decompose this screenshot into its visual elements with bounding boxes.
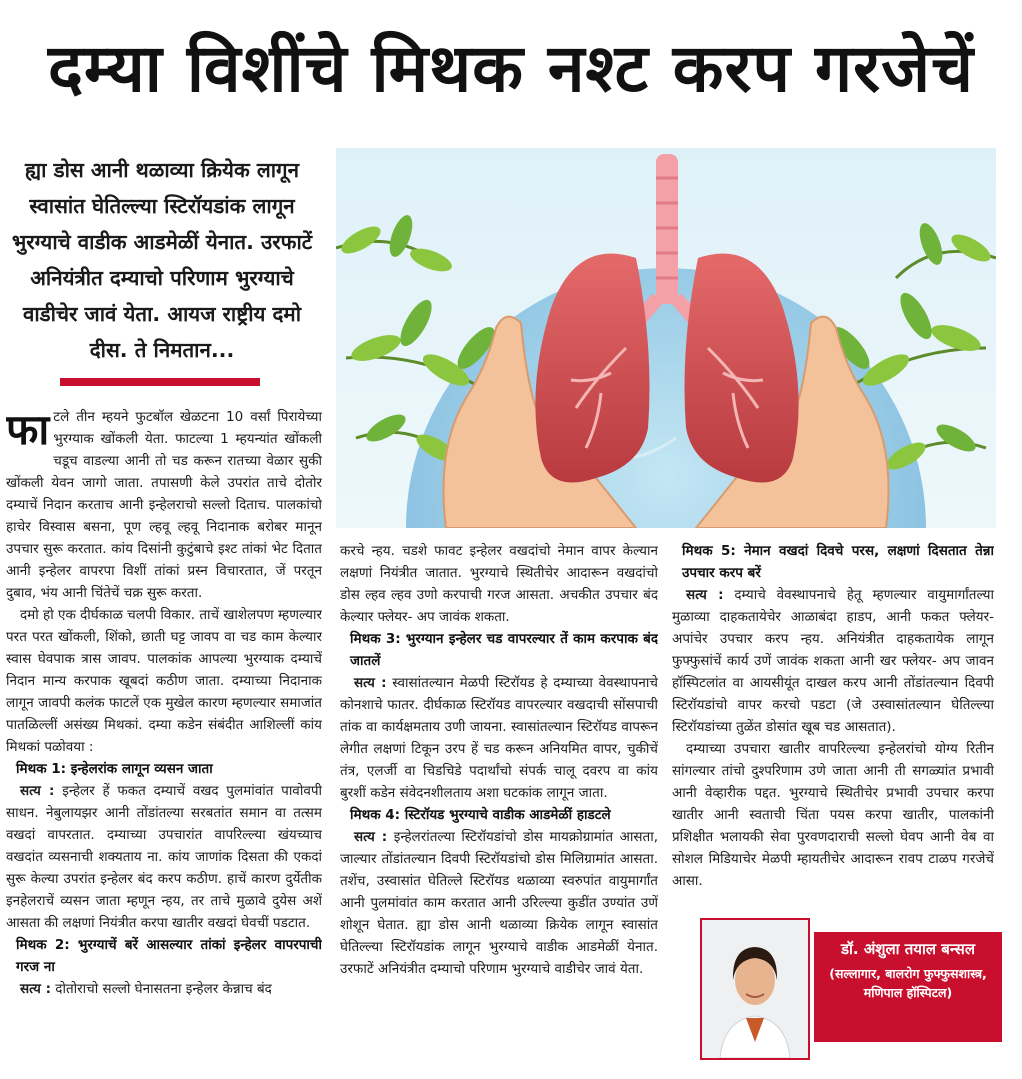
myth-3-truth: सत्य : स्वासांतल्यान मेळपी स्टिरॉयड हे दम्याच्या वेवस्थापनाचे कोनशाचे फातर. दीर्घकाळ स्टिरॉयड वापरल्यार वखदाची सोंसपाची तांक वा कार्यक्षमताय उणी जायना. स्वासांतल्यान स्टिरॉयड वापरून लेगीत लक्षणां टिकून उरप हें चड करून अनियमित वापर, चुकीचें तंत्र, एलर्जी वा चिडचिडे पदार्थांचो संपर्क चालू दवरप वा कांय बुरशीं कडेन संवेदनशीलताय अशा घटकांक लागून जाता. [340,675,658,801]
myth-2-truth-part-1: सत्य : दोतोराचो सल्लो घेनासतना इन्हेलर केन्नाच बंद [20,981,272,997]
paragraph-asthma: दमो हो एक दीर्घकाळ चलपी विकार. ताचें खाशेलपण म्हणल्यार परत परत खोंकली, शिंको, छाती घट्ट जावप वा चड काम केल्यार स्वास घेवपाक त्रास जावप. पालकांक आपल्या भुरग्याक दम्याचें निदान मान्य करपाक खूबदां कठीण जाता. दम्याच्या निदानाक लागून जावपी कलंक फाटलें एक मुखेल कारण म्हणल्यार समाजांत पातळिल्लीं असंख्य मिथकां. दम्या कडेन संबंदीत आशिल्लीं कांय मिथकां पळोवया : [6,607,322,755]
author-info [814,932,1002,1042]
myth-5-truth: सत्य : दम्याचे वेवस्थापनाचे हेतू म्हणल्यार वायुमार्गांतल्या मुळाव्या दाहकतायेचेर आळाबंदा हाडप, आनी फकत फ्लेयर- अपांचेर उपचार करप न्हय. अनियंत्रीत दाहकतायेक लागून फुफ्फुसांचें कार्य उणें जावंक शकता आनी खर फ्लेयर- अप जावन हॉस्पिटलांत वा आयसीयूंत दाखल करप आनी तोंडांतल्यान दिवपी स्टिरॉयडांचो वापर करचो पडटा (जे उस्वासांतल्यान घेतिल्ल्या स्टिरॉयडांच्या तुळेंत डोसांत खूब चड आसतात). [672,587,994,735]
myth-3-title: मिथक 3: भुरग्यान इन्हेलर चड वापरल्यार तें काम करपाक बंद जातलें [350,631,658,669]
author-photo [700,918,810,1060]
author-card [700,918,1000,1060]
lungs-illustration [336,148,996,528]
article-column-3 [672,540,994,910]
myth-1-truth: सत्य : इन्हेलर हें फकत दम्याचें वखद पुलमांवांत पावोवपी साधन. नेबुलायझर आनी तोंडांतल्या सरबतांत समान वा तत्सम वखदां वापरतात. दम्याच्या उपचारांत वापरिल्ल्या खंयच्याच वखदांत व्यसनाची शक्यताय ना. कांय जाणांक दिसता की एकदां सुरू केल्या उपरांत इन्हेलर बंद करप कठीण. हाचें कारण दुर्येतीक इनहेलराचें व्यसन जाता म्हणून न्हय, तर ताचे मुळावे दुयेस अशें आसता की लक्षणां नियंत्रीत करपा खातीर वखदां घेवचीं पडटात. [6,783,322,931]
headline: दम्या विशींचे मिथक नश्ट करप गरजेचें [47,30,974,107]
drop-cap: फा [6,406,50,454]
intro-text: ह्या डोस आनी थळाव्या क्रियेक लागून स्वासांत घेतिल्ल्या स्टिरॉयडांक लागून भुरग्याचे वाडीक आडमेळीं येनात. उरफाटें अनियंत्रीत दम्याचो परिणाम भुरग्याचे वाडीचेर जावं येता. आयज राष्ट्रीय दमो दीस. ते निमतान... [11,158,313,362]
article-column-1 [6,406,322,1058]
myth-5-title: मिथक 5: नेमान वखदां दिवचे परस, लक्षणां दिसतात तेन्ना उपचार करप बरें [682,543,994,581]
paragraph-opening: फाटले तीन म्हयने फुटबॉल खेळटना 10 वर्सां पिरायेच्या भुरग्याक खोंकली येता. फाटल्या 1 म्हयन्यांत खोंकली चडूच वाडल्या आनी तो चड करून रातच्या वेळार सुकी खोंकली येवन जागो जाता. तपासणी केले उपरांत ताचे दोतोर दम्याचें निदान करताच आनी इन्हेलराचो सल्लो दिताच. पालकांचो हाचेर विस्वास बसना, पूण ल्हवू ल्हवू निदानाक बरोबर मानून उपचार सुरू करतात. कांय दिसांनी कुटुंबाचे इश्ट तांकां भेट दितात आनी इन्हेलर वापरपा विशीं तांकां प्रस्न विचारतात, जें परतून दुबाव, भंय आनी चिंतेचें चक्र सुरू करता. [6,406,322,601]
myth-4-title: मिथक 4: स्टिरॉयड भुरग्याचे वाडीक आडमेळीं हाडटले [350,807,611,823]
myth-4-truth: सत्य : इन्हेलरांतल्या स्टिरॉयडांचो डोस मायक्रोग्रामांत आसता, जाल्यार तोंडांतल्यान दिवपी स्टिरॉयडांचो डोस मिलिग्रामांत आसता. तशेंच, उस्वासांत घेतिल्ले स्टिरॉयड थळाव्या स्वरुपांत वायुमार्गांत आनी पुलमांवांत काम करतात आनी उरिल्ल्या कुडींत उण्यांत उणें शोशून घेतात. ह्या डोस आनी थळाव्या क्रियेक लागून स्वासांत घेतिल्ल्या स्टिरॉयडांक लागून भुरग्याचे वाडीक आडमेळीं येनात. उरफाटें अनियंत्रीत दम्याचो परिणाम भुरग्याचे वाडीचेर जावं येता. [340,829,658,977]
myth-1-title: मिथक 1: इन्हेलरांक लागून व्यसन जाता [16,761,213,777]
article-column-2 [340,540,658,1060]
author-name: डॉ. अंशुला तयाल बन्सल [840,940,975,958]
intro-underline [60,378,260,386]
author-description: (सल्लागार, बालरोग फुफ्फुसशास्त्र, मणिपाल हॉस्पिटल) [829,966,987,1000]
myth-2-truth-part-2: करचे न्हय. चडशे फावट इन्हेलर वखदांचो नेमान वापर केल्यान लक्षणां नियंत्रीत जातात. भुरग्याचे स्थितीचेर आदारून वखदांचो डोस ल्हव ल्हव उणो करपाची गरज आसता. अचकीत उपचार बंद केल्यार फ्लेयर- अप जावंक शकता. [340,543,658,625]
myth-2-title: मिथक 2: भुरग्याचें बरें आसल्यार तांकां इन्हेलर वापरपाची गरज ना [16,937,322,975]
paragraph-closing: दम्याच्या उपचारा खातीर वापरिल्ल्या इन्हेलरांचो योग्य रितीन सांगल्यार तांचो दुश्परिणाम उणे जाता आनी ती सगळ्यांत प्रभावी आनी वेव्हारीक पद्दत. भुरग्याचे स्थितीचेर प्रभावी उपचार करपा खातीर आनी स्वताची चिंता पयस करपा खातीर, पालकांनी प्रशिक्षीत भलायकी सेवा पुरवणदाराची सल्लो घेवप आनी वेब वा सोशल मिडियाचेर मेळपी म्हायतीचेर आदारून रावप टाळप गरजेचें आसा. [672,741,994,889]
